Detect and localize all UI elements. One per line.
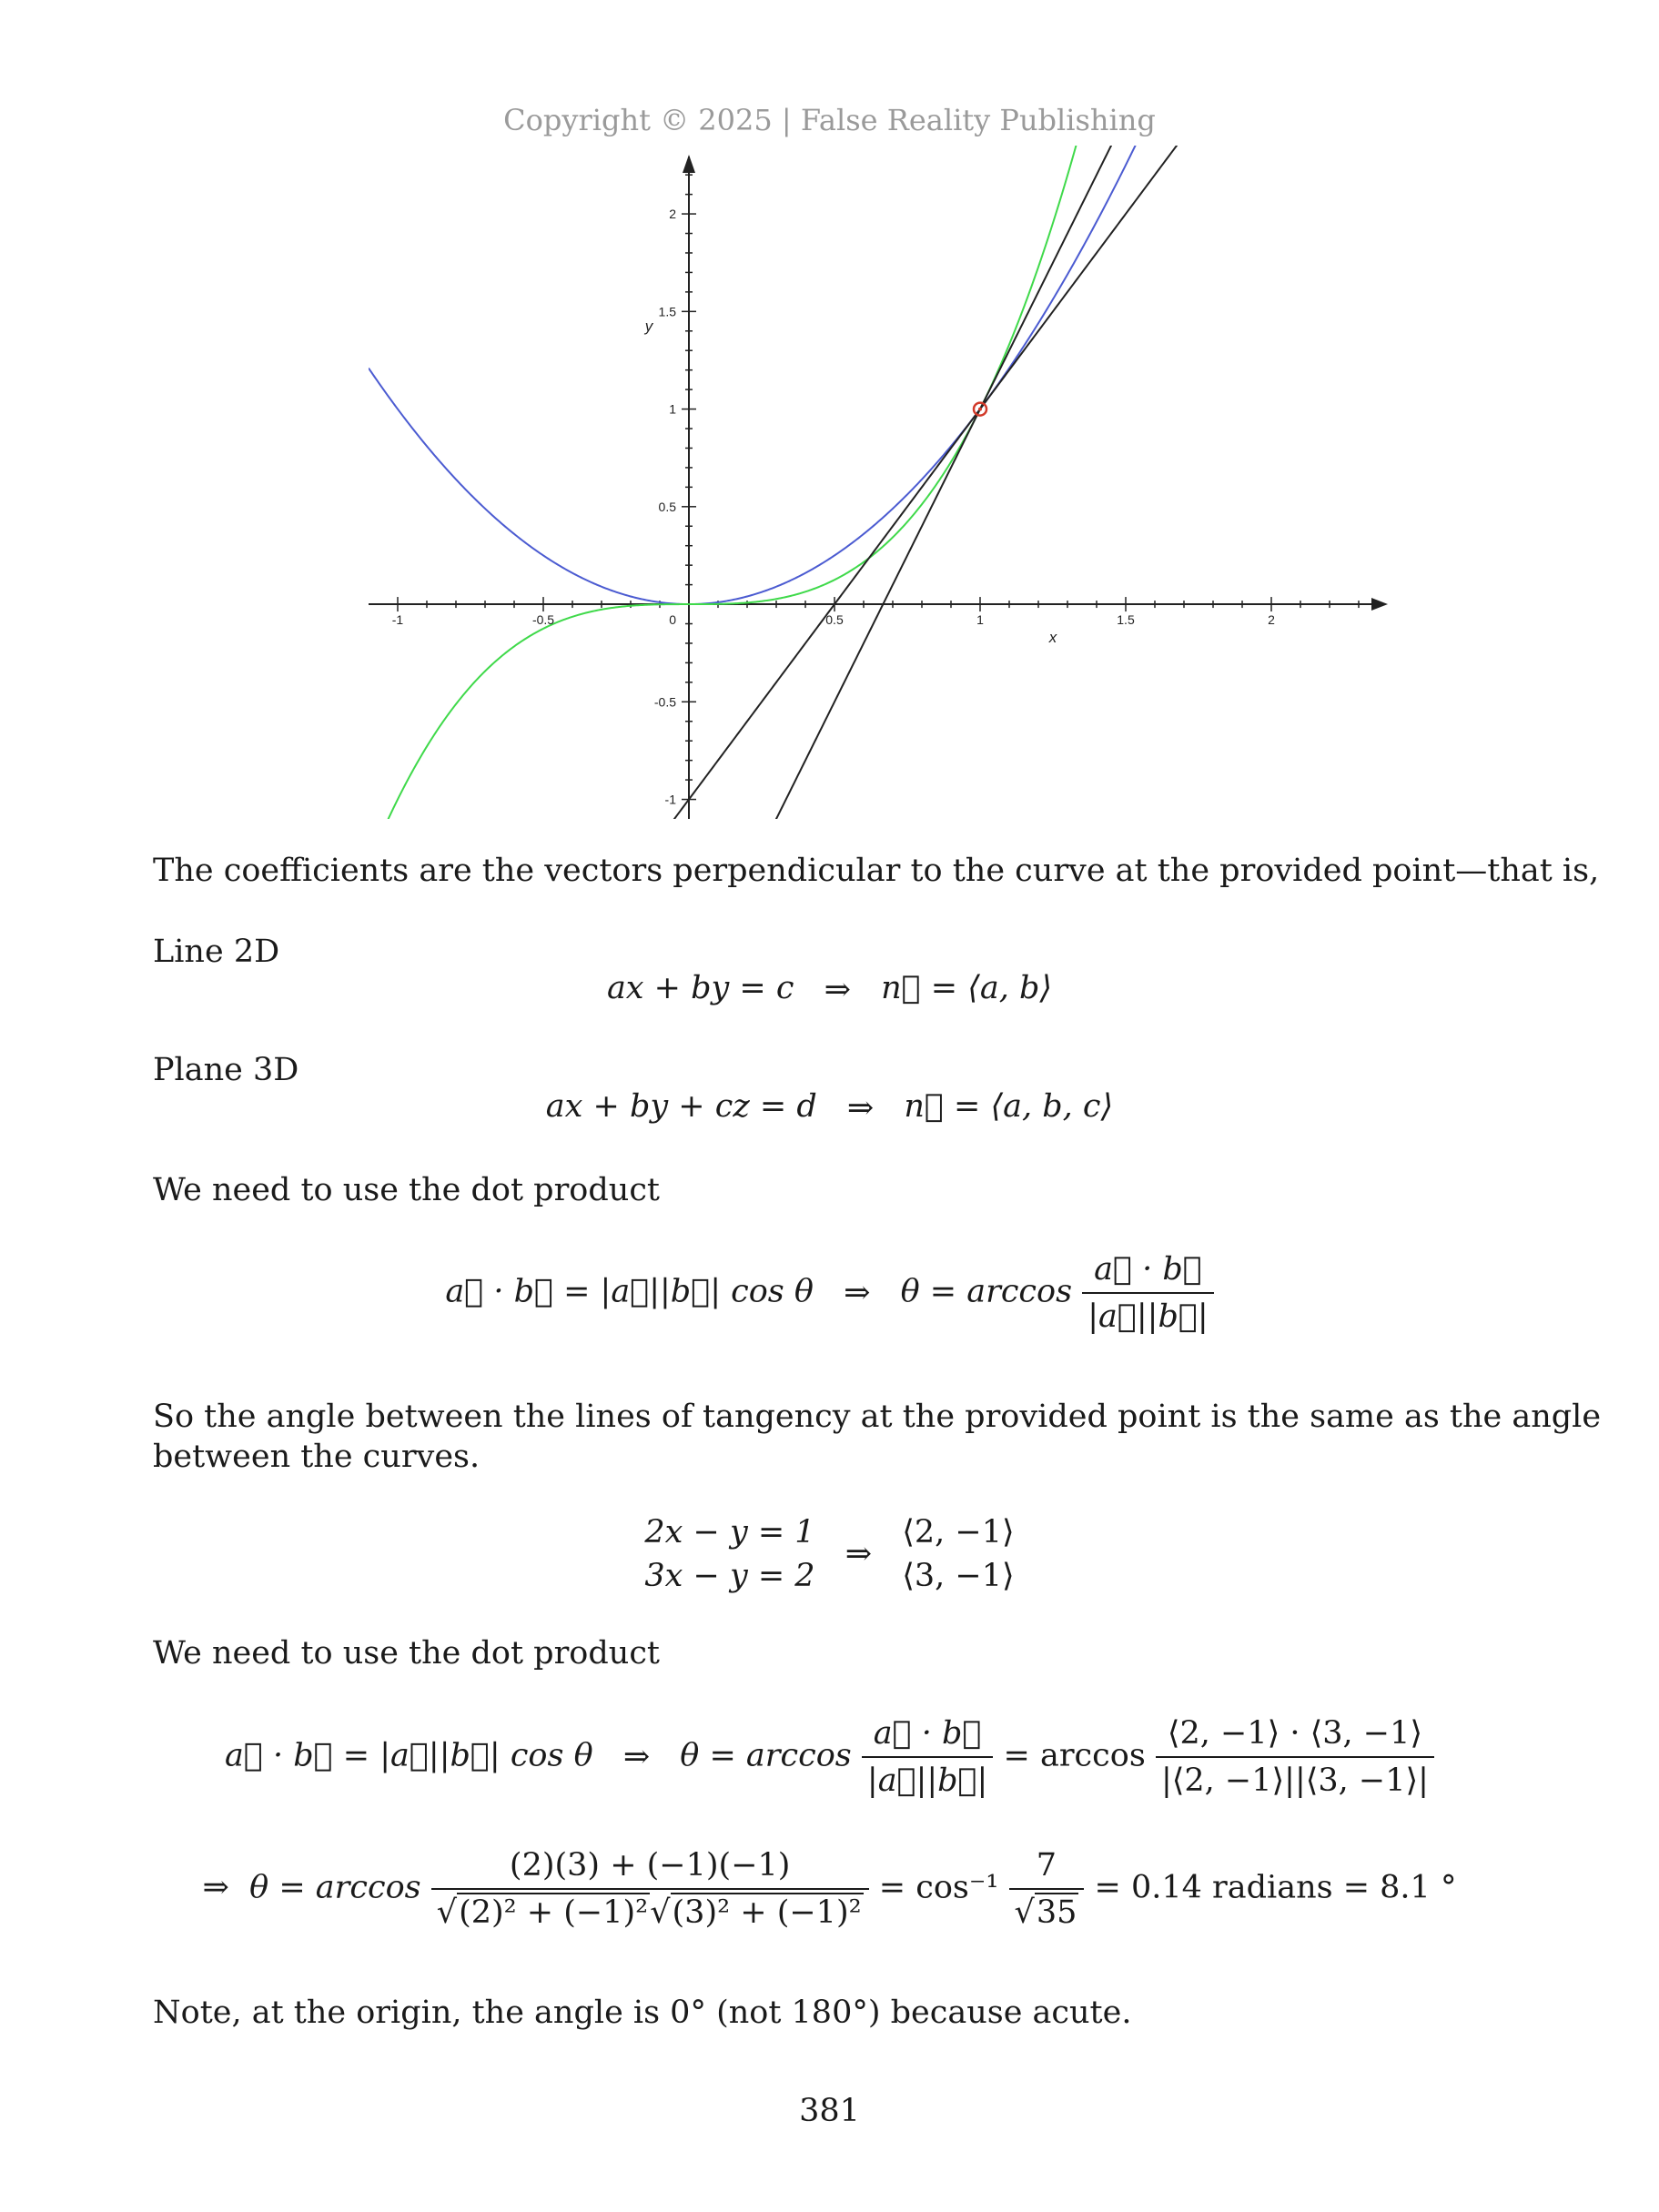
graph-axes [369,155,1388,819]
fraction-numerator: ⟨2, −1⟩ · ⟨3, −1⟩ [1156,1711,1434,1758]
fraction-numerator: a⃗ · b⃗ [862,1711,993,1758]
paragraph-coefficients: The coefficients are the vectors perpendicular to the curve at the provided point—that is, [153,853,1600,889]
copyright-header: Copyright © 2025 | False Reality Publishing [503,103,1156,137]
fraction-denominator: √35 [1014,1894,1077,1931]
fraction-vector-values [1156,1711,1434,1803]
fraction-seven-over-root [1009,1843,1085,1935]
note-origin-angle: Note, at the origin, the angle is 0° (not 180°) because acute. [153,1995,1132,2031]
paragraph-angle-between-curves: So the angle between the lines of tangency at the provided point is the same as the angle between the curves. [153,1399,1602,1475]
system-vector-1: ⟨2, −1⟩ [902,1514,1015,1550]
fraction-dot-over-norms [862,1711,993,1803]
implies-arrow: ⇒ [622,1739,651,1775]
y-tick-label: -0.5 [653,694,676,710]
equals-cos-inverse: = cos⁻¹ [878,1869,999,1906]
intersection-point-dot [978,408,982,411]
fraction-denominator: √(2)² + (−1)²√(3)² + (−1)² [436,1894,862,1931]
line-2d-equation [0,970,1659,1008]
y-axis-label: y [644,317,653,335]
dot-product-lhs: a⃗ · b⃗ = |a⃗||b⃗| cos θ [445,1273,814,1310]
plane-3d-normal: n⃗ = ⟨a, b, c⟩ [904,1088,1114,1125]
x-tick-label: -0.5 [531,612,555,628]
dot-product-formula-1 [0,1247,1659,1339]
function-graph [369,146,1388,819]
plane-3d-equation [0,1088,1659,1126]
paragraph-dot-product-1: We need to use the dot product [153,1172,660,1208]
system-vectors [902,1510,1014,1598]
system-equation-1: 2x − y = 1 [644,1514,815,1550]
tangent-line-2x-minus-1 [369,146,1388,819]
line-2d-normal: n⃗ = ⟨a, b⟩ [881,970,1053,1006]
fraction-numerator: a⃗ · b⃗ [1082,1247,1213,1294]
implies-arrow: ⇒ [845,1536,873,1572]
dot-product-lhs: a⃗ · b⃗ = |a⃗||b⃗| cos θ [225,1737,593,1774]
implies-arrow: ⇒ [844,1275,871,1311]
fraction-denominator: |a⃗||b⃗| [1087,1298,1209,1335]
theta-arccos: θ = arccos [249,1869,421,1906]
sqrt-term-b: (3)² + (−1)² [672,1894,862,1931]
y-tick-label: 1 [669,401,676,417]
sqrt-term-a: (2)² + (−1)² [459,1894,649,1931]
x-tick-label: 2 [1268,612,1275,628]
paragraph-dot-product-2: We need to use the dot product [153,1635,660,1672]
system-vector-2: ⟨3, −1⟩ [902,1558,1015,1594]
y-tick-label: 0.5 [658,499,676,514]
graph-curves [369,146,1388,819]
x-tick-label: 1 [976,612,984,628]
system-equation-2: 3x − y = 2 [644,1558,815,1594]
result-value: = 0.14 radians = 8.1 ° [1094,1869,1457,1906]
plane-3d-eq: ax + by + cz = d [545,1088,817,1125]
line-2d-label: Line 2D [153,934,280,970]
dot-product-formula-2 [0,1711,1659,1803]
angle-computation [0,1843,1659,1935]
fraction-denominator: |a⃗||b⃗| [866,1763,988,1799]
y-axis-arrow [683,155,695,173]
curve-x-cubed [369,146,1388,819]
equals-arccos: = arccos [1003,1737,1146,1774]
y-tick-label: 2 [669,207,676,222]
implies-arrow: ⇒ [846,1089,875,1126]
x-axis-label: x [1048,629,1057,647]
curve-x-squared [369,146,1388,604]
theta-arccos: θ = arccos [900,1273,1073,1310]
theta-arccos: θ = arccos [680,1737,852,1774]
linear-system [0,1510,1659,1598]
fraction-numeric [431,1843,869,1935]
origin-label: 0 [669,612,676,628]
x-tick-label: -1 [391,612,404,628]
fraction-dot-over-norms [1082,1247,1213,1339]
plane-3d-label: Plane 3D [153,1052,299,1088]
graph-labels [392,207,1275,806]
sqrt-value: 35 [1036,1894,1077,1931]
x-tick-label: 0.5 [825,612,844,628]
x-axis-arrow [1371,598,1388,611]
implies-arrow: ⇒ [824,971,851,1008]
y-tick-label: 1.5 [658,304,676,319]
fraction-numerator: (2)(3) + (−1)(−1) [431,1843,869,1890]
implies-arrow: ⇒ [202,1869,229,1906]
y-tick-label: -1 [664,792,676,807]
system-equations [644,1510,814,1598]
page-number: 381 [799,2093,860,2129]
tangent-line-3x-minus-2 [369,146,1388,819]
fraction-denominator: |⟨2, −1⟩||⟨3, −1⟩| [1160,1763,1429,1799]
x-tick-label: 1.5 [1117,612,1135,628]
fraction-numerator: 7 [1009,1843,1085,1890]
line-2d-eq: ax + by = c [606,970,794,1006]
